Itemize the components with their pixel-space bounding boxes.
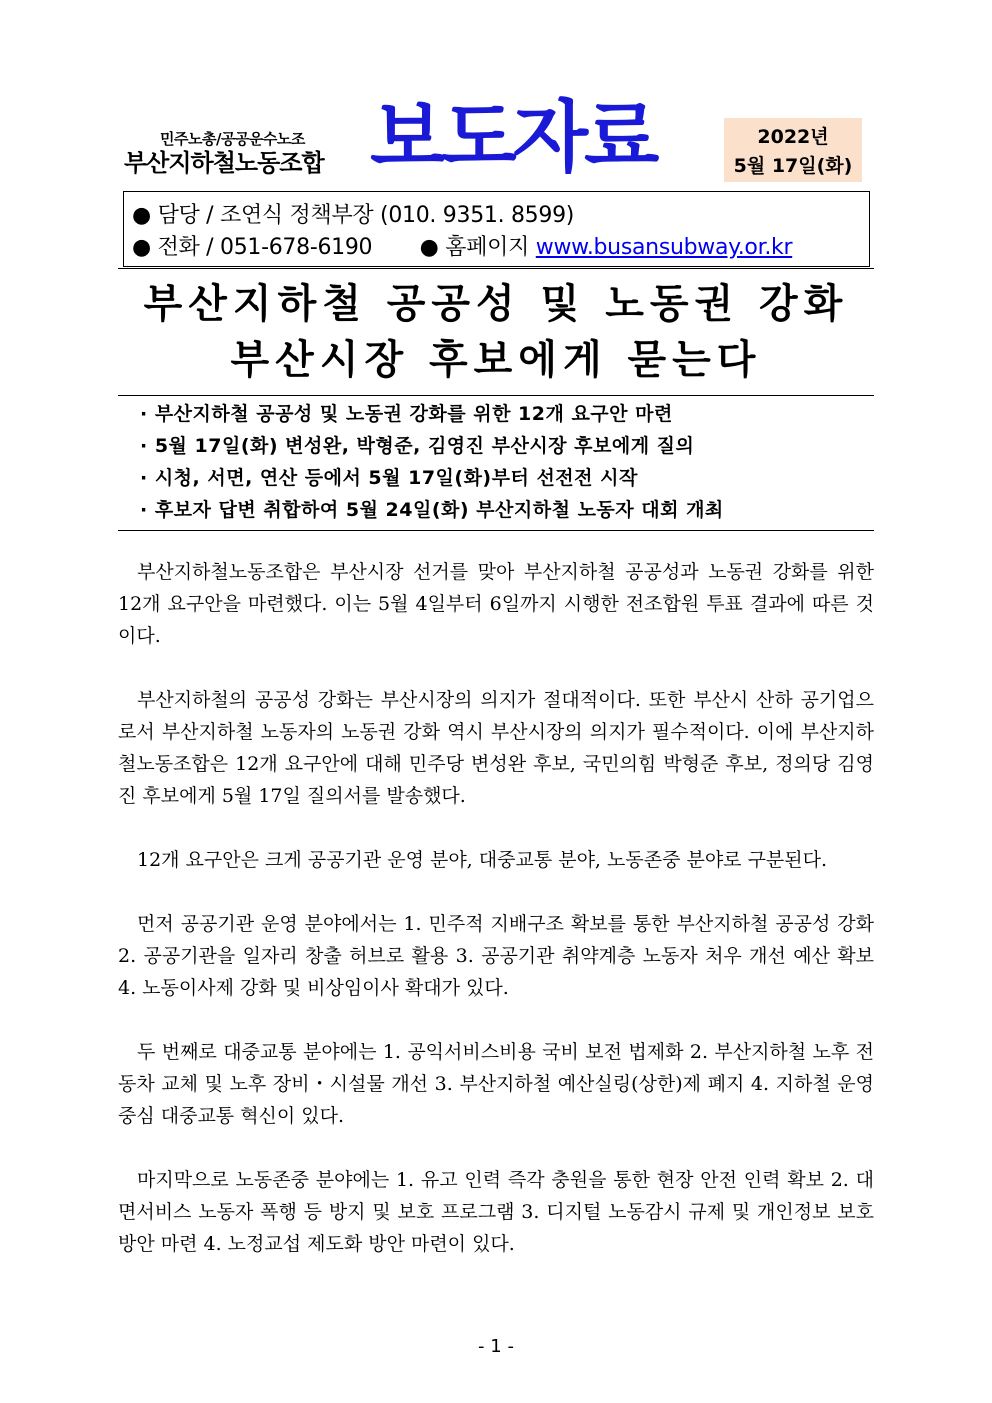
org-affiliation: 민주노총/공공운수노조 bbox=[160, 130, 305, 148]
body-paragraph: 부산지하철노동조합은 부산시장 선거를 맞아 부산지하철 공공성과 노동권 강화를 위한 12개 요구안을 마련했다. 이는 5월 4일부터 6일까지 시행한 전조합원 투표 결과에 따른 것이다. bbox=[118, 561, 874, 647]
summary-item: · 후보자 답변 취합하여 5월 24일(화) 부산지하철 노동자 대회 개최 bbox=[140, 499, 724, 521]
homepage-label: ● 홈페이지 bbox=[419, 235, 530, 260]
homepage-link[interactable]: www.busansubway.or.kr bbox=[535, 235, 793, 260]
body-paragraph: 마지막으로 노동존중 분야에는 1. 유고 인력 즉각 충원을 통한 현장 안전 인력 확보 2. 대면서비스 노동자 폭행 등 방지 및 보호 프로그램 3. 디지털 노동감시 규제 및 개인정보 보호 방안 마련 4. 노정교섭 제도화 방안 마련이 있다. bbox=[118, 1169, 874, 1255]
summary-item: · 시청, 서면, 연산 등에서 5월 17일(화)부터 선전전 시작 bbox=[140, 467, 638, 489]
contact-phone-row bbox=[132, 230, 792, 261]
contact-box bbox=[123, 191, 870, 267]
body-text bbox=[118, 556, 874, 1292]
divider-top bbox=[118, 268, 874, 269]
date-month-day: 5월 17일(화) bbox=[733, 155, 853, 177]
contact-manager: ● 담당 / 조연식 정책부장 (010. 9351. 8599) bbox=[132, 203, 575, 228]
divider-summary-bottom bbox=[118, 530, 874, 531]
press-release-title: 보도자료 bbox=[370, 93, 656, 183]
date-box bbox=[724, 118, 862, 182]
summary-item: · 부산지하철 공공성 및 노동권 강화를 위한 12개 요구안 마련 bbox=[140, 403, 673, 425]
headline bbox=[118, 276, 874, 388]
body-paragraph: 먼저 공공기관 운영 분야에서는 1. 민주적 지배구조 확보를 통한 부산지하철 공공성 강화 2. 공공기관을 일자리 창출 허브로 활용 3. 공공기관 취약계층 노동자 처우 개선 예산 확보 4. 노동이사제 강화 및 비상임이사 확대가 있다. bbox=[118, 913, 874, 999]
body-paragraph: 부산지하철의 공공성 강화는 부산시장의 의지가 절대적이다. 또한 부산시 산하 공기업으로서 부산지하철 노동자의 노동권 강화 역시 부산시장의 의지가 필수적이다. 이에 부산지하철노동조합은 12개 요구안에 대해 민주당 변성완 후보, 국민의힘 박형준 후보, 정의당 김영진 후보에게 5월 17일 질의서를 발송했다. bbox=[118, 689, 874, 807]
divider-summary-top bbox=[118, 395, 874, 396]
summary-item: · 5월 17일(화) 변성완, 박형준, 김영진 부산시장 후보에게 질의 bbox=[140, 435, 695, 457]
contact-phone: ● 전화 / 051-678-6190 bbox=[132, 235, 373, 260]
body-paragraph: 두 번째로 대중교통 분야에는 1. 공익서비스비용 국비 보전 법제화 2. 부산지하철 노후 전동차 교체 및 노후 장비・시설물 개선 3. 부산지하철 예산실링(상한)제 폐지 4. 지하철 운영 중심 대중교통 혁신이 있다. bbox=[118, 1041, 874, 1127]
headline-line-1: 부산지하철 공공성 및 노동권 강화 bbox=[143, 281, 849, 327]
headline-line-2: 부산시장 후보에게 묻는다 bbox=[230, 337, 762, 383]
summary-list bbox=[140, 398, 870, 526]
date-year: 2022년 bbox=[757, 126, 829, 148]
org-title: 부산지하철노동조합 bbox=[124, 149, 324, 177]
page-number: - 1 - bbox=[478, 1336, 514, 1357]
letterhead bbox=[118, 93, 878, 190]
organization-name bbox=[124, 130, 324, 178]
body-paragraph: 12개 요구안은 크게 공공기관 운영 분야, 대중교통 분야, 노동존중 분야로 구분된다. bbox=[137, 849, 828, 871]
